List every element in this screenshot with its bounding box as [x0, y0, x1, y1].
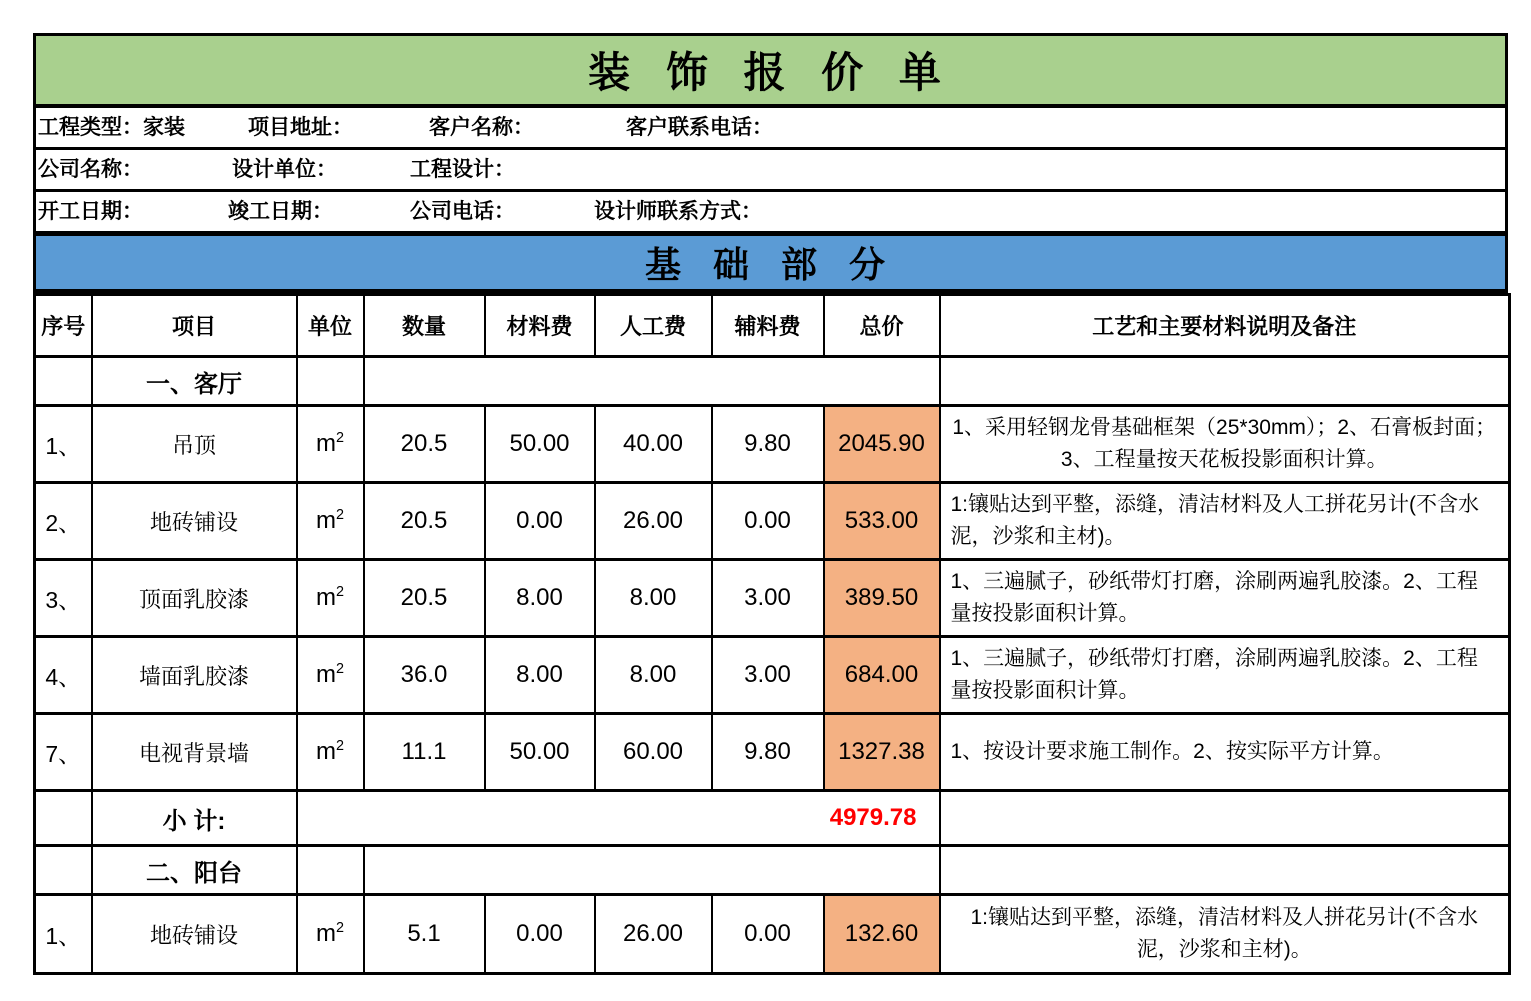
cell-labor-cost: 26.00 [595, 483, 712, 560]
info-field-project-design: 工程设计： [410, 158, 515, 181]
info-field-customer-phone: 客户联系电话： [626, 116, 773, 139]
cell-unit-empty [297, 357, 364, 406]
cell-subtotal-label: 小 计: [92, 791, 297, 846]
info-field-design-unit: 设计单位： [232, 158, 337, 181]
cell-serial-empty [35, 357, 92, 406]
cell-labor-cost: 26.00 [595, 895, 712, 974]
cell-total-price: 684.00 [824, 637, 940, 714]
cell-item-name: 墙面乳胶漆 [92, 637, 297, 714]
item-row [35, 895, 1510, 974]
cell-material-cost: 0.00 [485, 483, 595, 560]
cell-total-price: 389.50 [824, 560, 940, 637]
cell-material-cost: 0.00 [485, 895, 595, 974]
cell-subtotal-value: 4979.78 [297, 791, 940, 846]
section-banner [33, 234, 1508, 293]
quote-table-body [35, 295, 1510, 974]
cell-notes: 1、三遍腻子，砂纸带灯打磨，涂刷两遍乳胶漆。2、工程量按投影面积计算。 [940, 560, 1510, 637]
cell-serial: 7、 [35, 714, 92, 791]
item-row [35, 637, 1510, 714]
info-field-designer-contact: 设计师联系方式： [594, 200, 762, 223]
cell-serial: 1、 [35, 406, 92, 483]
cell-item-name: 电视背景墙 [92, 714, 297, 791]
cell-notes: 1、采用轻钢龙骨基础框架（25*30mm）；2、石膏板封面；3、工程量按天花板投影面积计算。 [940, 406, 1510, 483]
cell-section-name: 一、客厅 [92, 357, 297, 406]
subtotal-row [35, 791, 1510, 846]
cell-serial-empty [35, 791, 92, 846]
cell-item-name: 地砖铺设 [92, 895, 297, 974]
header-material-cost: 材料费 [485, 295, 595, 357]
header-labor-cost: 人工费 [595, 295, 712, 357]
cell-unit: $m^2$ [297, 560, 364, 637]
cell-notes-empty [940, 357, 1510, 406]
item-row [35, 483, 1510, 560]
cell-section-name: 二、阳台 [92, 846, 297, 895]
cell-material-cost: 50.00 [485, 406, 595, 483]
section-row [35, 357, 1510, 406]
info-field-start-date: 开工日期： [38, 200, 143, 223]
cell-quantity: 36.0 [364, 637, 485, 714]
cell-notes-empty [940, 791, 1510, 846]
info-field-company-phone: 公司电话： [410, 200, 515, 223]
section-banner-label: 基 础 部 分 [644, 244, 896, 285]
cell-notes: 1、按设计要求施工制作。2、按实际平方计算。 [940, 714, 1510, 791]
info-field-finish-date: 竣工日期： [228, 200, 333, 223]
info-row-1 [33, 108, 1508, 150]
cell-serial-empty [35, 846, 92, 895]
info-field-company-name: 公司名称： [38, 158, 143, 181]
cell-labor-cost: 40.00 [595, 406, 712, 483]
cell-unit: $m^2$ [297, 637, 364, 714]
section-row [35, 846, 1510, 895]
info-field-customer-name: 客户名称： [429, 116, 534, 139]
header-notes: 工艺和主要材料说明及备注 [940, 295, 1510, 357]
cell-serial: 2、 [35, 483, 92, 560]
cell-quantity: 11.1 [364, 714, 485, 791]
cell-auxiliary-cost: 0.00 [712, 483, 824, 560]
info-field-project-address: 项目地址： [248, 116, 353, 139]
cell-auxiliary-cost: 3.00 [712, 560, 824, 637]
cell-serial: 3、 [35, 560, 92, 637]
quotation-table [33, 293, 1511, 975]
cell-material-cost: 50.00 [485, 714, 595, 791]
item-row [35, 560, 1510, 637]
sheet-title-bar [33, 33, 1508, 108]
cell-item-name: 吊顶 [92, 406, 297, 483]
cell-serial: 1、 [35, 895, 92, 974]
cell-item-name: 顶面乳胶漆 [92, 560, 297, 637]
info-field-project-type: 工程类型：家装 [38, 116, 185, 139]
cell-notes: 1、三遍腻子，砂纸带灯打磨，涂刷两遍乳胶漆。2、工程量按投影面积计算。 [940, 637, 1510, 714]
sheet-title: 装 饰 报 价 单 [588, 49, 953, 96]
item-row [35, 406, 1510, 483]
header-unit: 单位 [297, 295, 364, 357]
cell-unit: $m^2$ [297, 895, 364, 974]
cell-quantity: 20.5 [364, 483, 485, 560]
header-auxiliary-cost: 辅料费 [712, 295, 824, 357]
header-total-price: 总价 [824, 295, 940, 357]
cell-auxiliary-cost: 3.00 [712, 637, 824, 714]
cell-merged-empty [364, 846, 940, 895]
cell-item-name: 地砖铺设 [92, 483, 297, 560]
cell-merged-empty [364, 357, 940, 406]
cell-serial: 4、 [35, 637, 92, 714]
cell-notes: 1:镶贴达到平整，添缝，清洁材料及人拼花另计(不含水泥，沙浆和主材)。 [940, 895, 1510, 974]
cell-material-cost: 8.00 [485, 560, 595, 637]
header-serial: 序号 [35, 295, 92, 357]
cell-total-price: 533.00 [824, 483, 940, 560]
cell-unit: $m^2$ [297, 406, 364, 483]
header-item: 项目 [92, 295, 297, 357]
quotation-sheet [33, 33, 1508, 975]
cell-auxiliary-cost: 9.80 [712, 714, 824, 791]
cell-auxiliary-cost: 0.00 [712, 895, 824, 974]
table-header-row [35, 295, 1510, 357]
cell-auxiliary-cost: 9.80 [712, 406, 824, 483]
info-row-2 [33, 150, 1508, 192]
cell-total-price: 132.60 [824, 895, 940, 974]
item-row [35, 714, 1510, 791]
cell-notes-empty [940, 846, 1510, 895]
cell-labor-cost: 60.00 [595, 714, 712, 791]
cell-unit: $m^2$ [297, 714, 364, 791]
cell-unit: $m^2$ [297, 483, 364, 560]
cell-total-price: 1327.38 [824, 714, 940, 791]
header-quantity: 数量 [364, 295, 485, 357]
cell-labor-cost: 8.00 [595, 560, 712, 637]
info-row-3 [33, 192, 1508, 234]
cell-total-price: 2045.90 [824, 406, 940, 483]
cell-quantity: 20.5 [364, 406, 485, 483]
cell-labor-cost: 8.00 [595, 637, 712, 714]
cell-unit-empty [297, 846, 364, 895]
cell-quantity: 5.1 [364, 895, 485, 974]
cell-quantity: 20.5 [364, 560, 485, 637]
cell-notes: 1:镶贴达到平整，添缝，清洁材料及人工拼花另计(不含水泥，沙浆和主材)。 [940, 483, 1510, 560]
cell-material-cost: 8.00 [485, 637, 595, 714]
